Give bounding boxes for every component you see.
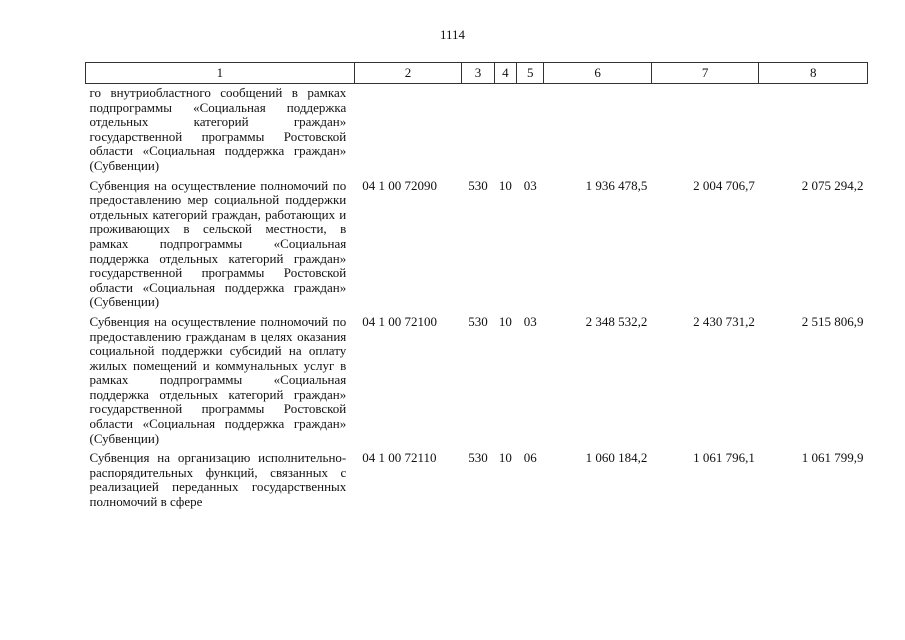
row-code: 04 1 00 72110 — [362, 450, 437, 466]
row-col3: 530 — [468, 313, 488, 329]
row-col3: 530 — [468, 177, 488, 193]
row-value-8 — [759, 84, 868, 174]
row-col3 — [462, 84, 494, 174]
row-value-6: 2 348 532,2 — [585, 313, 648, 329]
row-col5: 03 — [523, 177, 537, 193]
row-col5 — [517, 84, 544, 174]
column-header-4: 4 — [494, 63, 516, 84]
row-value-8: 1 061 799,9 — [801, 450, 864, 466]
column-header-3: 3 — [462, 63, 494, 84]
column-header-2: 2 — [354, 63, 462, 84]
column-header-8: 8 — [759, 63, 868, 84]
row-value-8: 2 515 806,9 — [801, 313, 864, 329]
table-row — [86, 174, 868, 310]
row-value-7: 1 061 796,1 — [693, 450, 755, 466]
row-value-7 — [651, 84, 759, 174]
column-header-5: 5 — [517, 63, 544, 84]
column-header-1: 1 — [86, 63, 355, 84]
row-col5: 06 — [523, 450, 537, 466]
row-col3: 530 — [468, 450, 488, 466]
row-value-6: 1 936 478,5 — [585, 177, 648, 193]
budget-table — [85, 62, 868, 510]
row-col4 — [494, 84, 516, 174]
column-header-6: 6 — [544, 63, 652, 84]
table-row — [86, 84, 868, 174]
table-row — [86, 446, 868, 509]
row-description: го внутриобластного сообщений в рамках подпрограммы «Социальная поддержка отдельных категорий граждан» государственной программы Ростовской области «Социальная поддержка граждан» (Субвенции) — [89, 85, 347, 173]
row-value-6 — [544, 84, 652, 174]
row-col5: 03 — [523, 313, 537, 329]
row-col4: 10 — [498, 313, 512, 329]
row-code: 04 1 00 72090 — [362, 177, 438, 193]
row-description: Субвенция на осуществление полномочий по предоставлению гражданам в целях оказания социальной поддержки субсидий на оплату жилых помещений и коммунальных услуг в рамках подпрограммы «Социальная поддержка отдельных категорий граждан» государственной программы Ростовской области «Социальная поддержка граждан» (Субвенции) — [89, 313, 347, 446]
column-number-header-row — [86, 63, 868, 84]
row-col4: 10 — [498, 177, 512, 193]
table-row — [86, 310, 868, 446]
row-value-8: 2 075 294,2 — [801, 177, 864, 193]
row-value-7: 2 004 706,7 — [693, 177, 755, 193]
row-value-7: 2 430 731,2 — [693, 313, 755, 329]
row-col4: 10 — [498, 450, 512, 466]
page-number: 1114 — [439, 27, 466, 42]
row-code — [354, 84, 462, 174]
column-header-7: 7 — [651, 63, 759, 84]
row-code: 04 1 00 72100 — [362, 313, 438, 329]
row-description: Субвенция на осуществление полномочий по предоставлению мер социальной поддержки отдельных категорий граждан, работающих и проживающих в сельской местности, в рамках подпрограммы «Социальная поддержка отдельных категорий граждан» государственной программы Ростовской области «Социальная поддержка граждан» (Субвенции) — [89, 177, 347, 310]
row-value-6: 1 060 184,2 — [585, 450, 648, 466]
row-description: Субвенция на организацию исполнительно-распорядительных функций, связанных с реализацией переданных государственных полномочий в сфере — [89, 450, 347, 510]
